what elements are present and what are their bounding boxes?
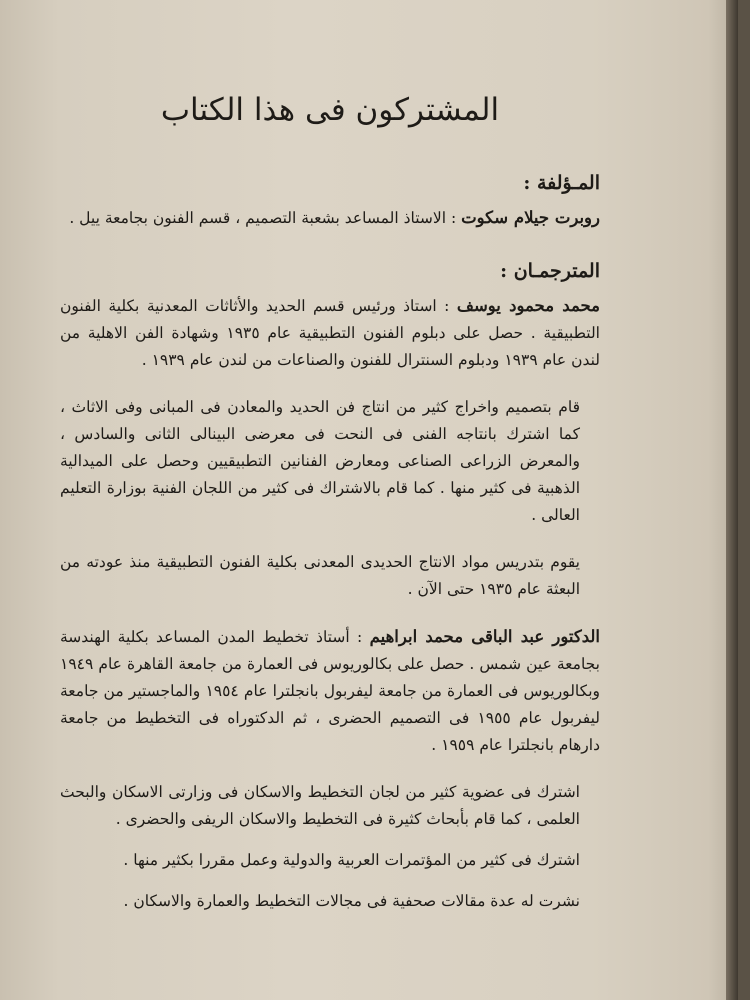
translator2-name: الدكتور عبد الباقى محمد ابراهيم <box>369 627 600 646</box>
page-title: المشتركون فى هذا الكتاب <box>160 92 500 128</box>
author-heading: المـؤلفة : <box>523 172 600 194</box>
translator1-name: محمد محمود يوسف <box>456 296 600 315</box>
translator1-intro-text: : استاذ ورئيس قسم الحديد والأثاثات المعدنية بكلية الفنون التطبيقية . حصل على دبلوم الفنون التطبيقية عام ١٩٣٥ وشهادة الفن الاهلية من لندن عام ١٩٣٩ ودبلوم السنترال للفنون والصناعات من لندن عام ١٩٣٩ . <box>60 297 600 369</box>
translator1-intro <box>60 292 600 374</box>
translator2-paragraph-4: نشرت له عدة مقالات صحفية فى مجالات التخطيط والعمارة والاسكان . <box>123 892 580 910</box>
author-name: روبرت جيلام سكوت <box>461 208 600 227</box>
translator1-paragraph-2: قام بتصميم واخراج كثير من انتاج فن الحديد والمعادن فى المبانى وفى الاثاث ، كما اشترك بانتاجه الفنى فى النحت فى معرضى البينالى الثانى والسادس ، والمعرض الزراعى الصناعى ومعارض الفنانين التطبيقيين وحصل على الميدالية الذهبية فى كثير منها . كما قام بالاشتراك فى كثير من اللجان الفنية بوزارة التعليم العالى . <box>60 398 580 524</box>
page-edge <box>726 0 738 1000</box>
author-entry <box>60 204 600 232</box>
translators-heading: المترجمـان : <box>500 260 600 282</box>
page-content <box>60 92 600 929</box>
author-description: : الاستاذ المساعد بشعبة التصميم ، قسم الفنون بجامعة ييل . <box>69 209 462 227</box>
translator2-intro-text: : أستاذ تخطيط المدن المساعد بكلية الهندسة بجامعة عين شمس . حصل على بكالوريوس فى العمارة من جامعة القاهرة عام ١٩٤٩ وبكالوريوس فى العمارة من جامعة ليفربول بانجلترا عام ١٩٥٤ والماجستير من جامعة ليفربول عام ١٩٥٥ فى التصميم الحضرى ، ثم الدكتوراه فى التخطيط من جامعة دارهام بانجلترا عام ١٩٥٩ . <box>60 628 600 754</box>
translator1-paragraph-3: يقوم بتدريس مواد الانتاج الحديدى المعدنى بكلية الفنون التطبيقية منذ عودته من البعثة عام ١٩٣٥ حتى الآن . <box>60 553 580 598</box>
translator2-intro <box>60 623 600 759</box>
translator2-paragraph-3: اشترك فى كثير من المؤتمرات العربية والدولية وعمل مقررا بكثير منها . <box>123 851 580 869</box>
translator2-paragraph-2: اشترك فى عضوية كثير من لجان التخطيط والاسكان فى وزارتى الاسكان والبحث العلمى ، كما قام بأبحاث كثيرة فى التخطيط والاسكان الريفى والحضرى . <box>60 783 580 828</box>
